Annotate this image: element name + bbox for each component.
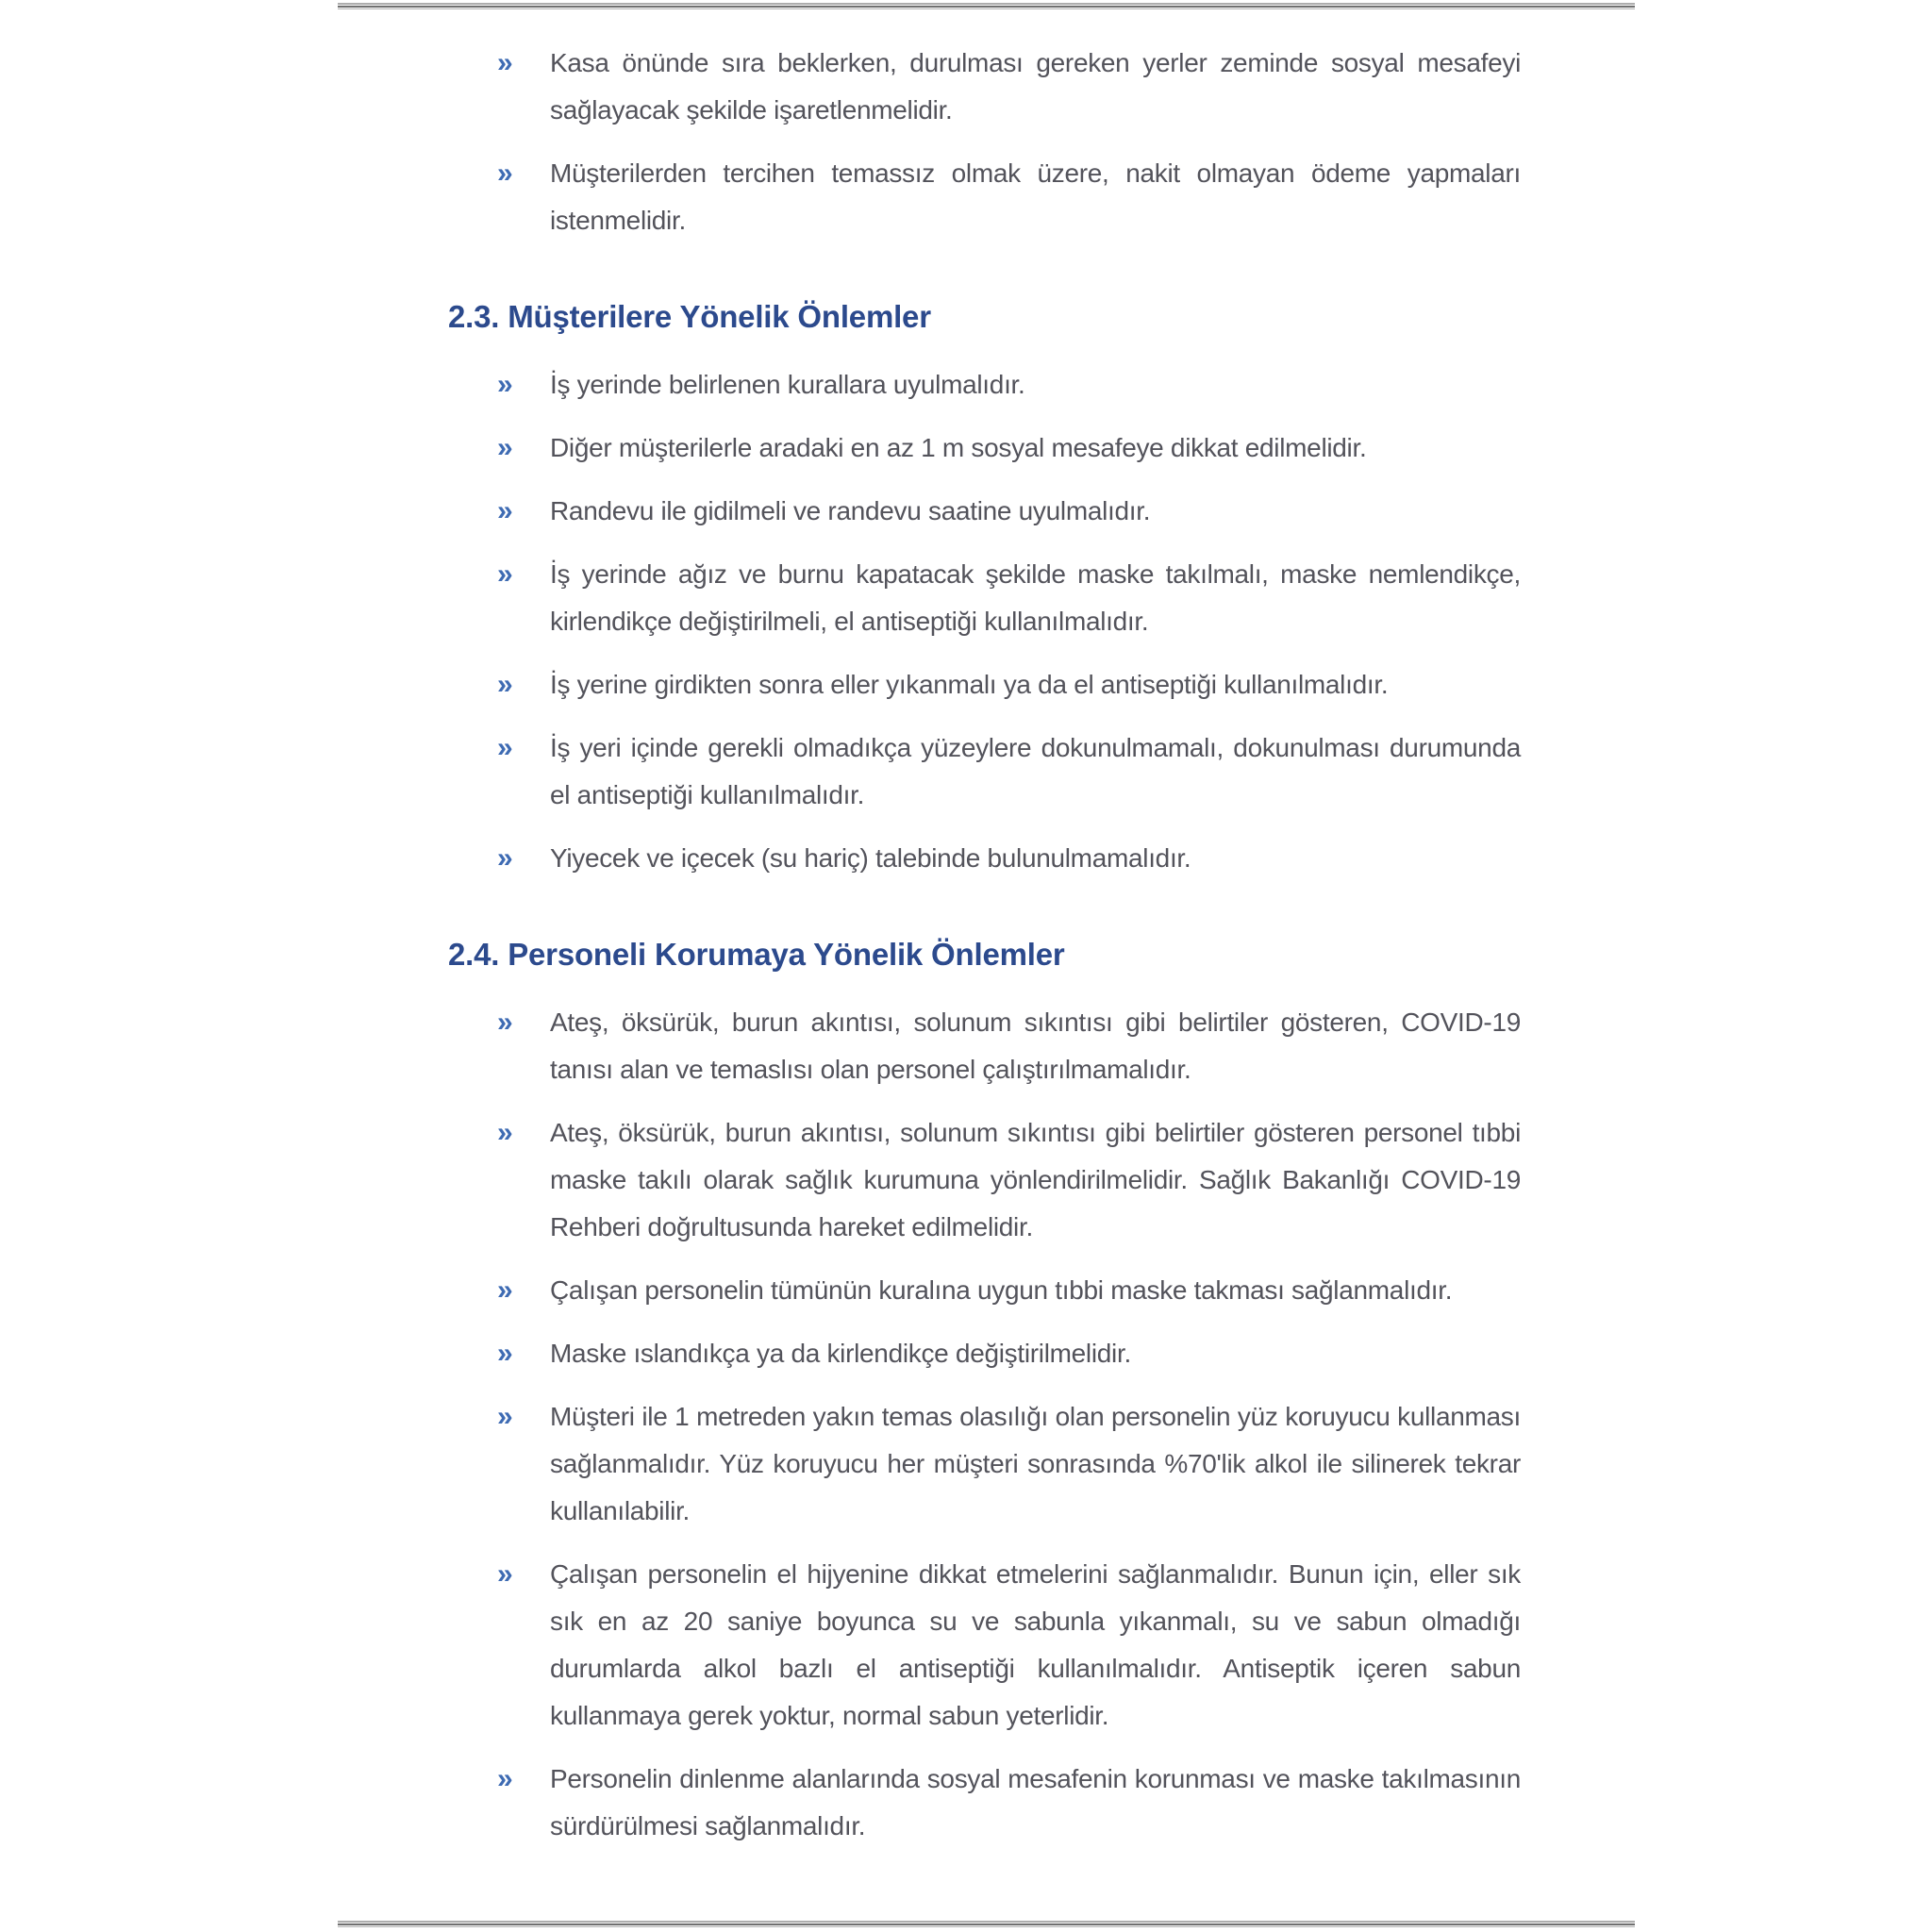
bullet-text: İş yeri içinde gerekli olmadıkça yüzeylere dokunulmamalı, dokunulması durumunda el antiseptiği kullanılmalıdır. — [550, 733, 1521, 809]
bullet-marker-icon: » — [497, 1274, 513, 1306]
header-rule — [338, 3, 1635, 9]
bullet-text: Ateş, öksürük, burun akıntısı, solunum sıkıntısı gibi belirtiler gösteren, COVID-19 tanısı alan ve temaslısı olan personel çalıştırılmamalıdır. — [550, 1008, 1521, 1084]
section-heading-2-4: 2.4. Personeli Korumaya Yönelik Önlemler — [448, 937, 1065, 972]
list-item — [497, 1393, 1521, 1535]
list-item — [497, 999, 1521, 1093]
bullet-text: Maske ıslandıkça ya da kirlendikçe değiştirilmelidir. — [550, 1339, 1131, 1368]
bullet-marker-icon: » — [497, 1763, 513, 1794]
list-item — [497, 488, 1521, 535]
list-item — [497, 1756, 1521, 1850]
bullet-text: İş yerinde belirlenen kurallara uyulmalıdır. — [550, 370, 1025, 399]
list-item — [497, 1109, 1521, 1251]
bullet-text: Müşterilerden tercihen temassız olmak üzere, nakit olmayan ödeme yapmaları istenmelidir. — [550, 158, 1521, 235]
intro-bullet-list — [0, 40, 1932, 244]
list-item — [497, 1267, 1521, 1314]
bullet-text: Diğer müşterilerle aradaki en az 1 m sosyal mesafeye dikkat edilmelidir. — [550, 433, 1367, 462]
list-item — [497, 835, 1521, 882]
page-content — [0, 40, 1932, 1866]
bullet-text: İş yerine girdikten sonra eller yıkanmalı ya da el antiseptiği kullanılmalıdır. — [550, 670, 1389, 699]
bullet-text: Çalışan personelin el hijyenine dikkat etmelerini sağlanmalıdır. Bunun için, eller sık sık en az 20 saniye boyunca su ve sabunla yıkanmalı, su ve sabun olmadığı durumlarda alkol bazlı el antiseptiği kullanılmalıdır. Antiseptik içeren sabun kullanmaya gerek yoktur, normal sabun yeterlidir. — [550, 1559, 1521, 1730]
bullet-marker-icon: » — [497, 1338, 513, 1369]
bullet-marker-icon: » — [497, 669, 513, 700]
bullet-text: Müşteri ile 1 metreden yakın temas olasılığı olan personelin yüz koruyucu kullanması sağlanmalıdır. Yüz koruyucu her müşteri sonrasında %70'lik alkol ile silinerek tekrar kullanılabilir. — [550, 1402, 1521, 1525]
list-item — [497, 1551, 1521, 1740]
list-item — [497, 661, 1521, 708]
list-item — [497, 40, 1521, 134]
list-item — [497, 425, 1521, 472]
section-2-4-bullet-list — [0, 999, 1932, 1850]
bullet-text: Yiyecek ve içecek (su hariç) talebinde bulunulmamalıdır. — [550, 843, 1191, 873]
bullet-marker-icon: » — [497, 842, 513, 874]
footer-rule — [338, 1921, 1635, 1927]
list-item — [497, 724, 1521, 819]
bullet-text: Ateş, öksürük, burun akıntısı, solunum sıkıntısı gibi belirtiler gösteren personel tıbbi maske takılı olarak sağlık kurumuna yönlendirilmelidir. Sağlık Bakanlığı COVID-19 Rehberi doğrultusunda hareket edilmelidir. — [550, 1118, 1521, 1241]
list-item — [497, 361, 1521, 408]
bullet-marker-icon: » — [497, 432, 513, 463]
section-2-3-bullet-list — [0, 361, 1932, 882]
bullet-marker-icon: » — [497, 1401, 513, 1432]
bullet-text: Personelin dinlenme alanlarında sosyal mesafenin korunması ve maske takılmasının sürdürülmesi sağlanmalıdır. — [550, 1764, 1521, 1840]
bullet-marker-icon: » — [497, 558, 513, 590]
bullet-marker-icon: » — [497, 1007, 513, 1038]
bullet-marker-icon: » — [497, 369, 513, 400]
bullet-marker-icon: » — [497, 47, 513, 78]
list-item — [497, 551, 1521, 645]
bullet-marker-icon: » — [497, 1558, 513, 1590]
bullet-marker-icon: » — [497, 732, 513, 763]
bullet-marker-icon: » — [497, 1117, 513, 1148]
list-item — [497, 150, 1521, 244]
bullet-text: Çalışan personelin tümünün kuralına uygun tıbbi maske takması sağlanmalıdır. — [550, 1275, 1453, 1305]
bullet-marker-icon: » — [497, 158, 513, 189]
bullet-text: Randevu ile gidilmeli ve randevu saatine uyulmalıdır. — [550, 496, 1151, 525]
bullet-text: İş yerinde ağız ve burnu kapatacak şekilde maske takılmalı, maske nemlendikçe, kirlendikçe değiştirilmeli, el antiseptiği kullanılmalıdır. — [550, 559, 1521, 636]
section-heading-2-3: 2.3. Müşterilere Yönelik Önlemler — [448, 299, 931, 334]
bullet-text: Kasa önünde sıra beklerken, durulması gereken yerler zeminde sosyal mesafeyi sağlayacak şekilde işaretlenmelidir. — [550, 48, 1521, 125]
list-item — [497, 1330, 1521, 1377]
bullet-marker-icon: » — [497, 495, 513, 526]
